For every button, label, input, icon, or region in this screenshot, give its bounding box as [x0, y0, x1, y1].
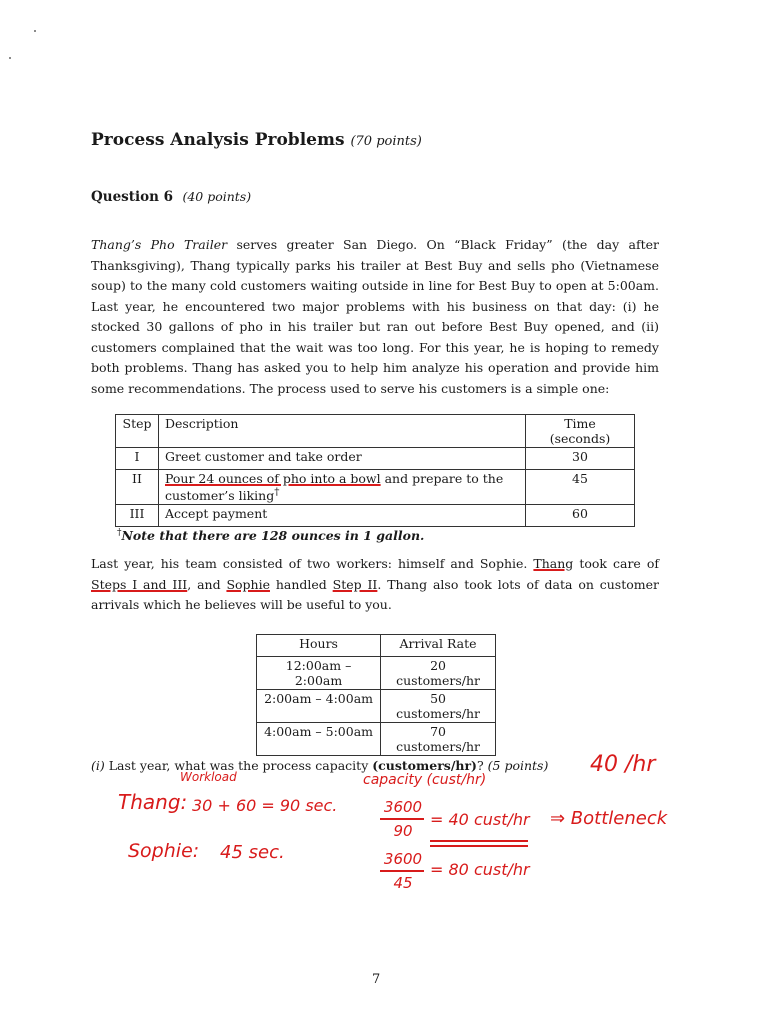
team-text: took care of	[573, 556, 659, 571]
rate-cell: 20 customers/hr	[381, 657, 496, 690]
handwritten-sophie-label: Sophie:	[128, 840, 200, 862]
underlined-text: Steps I and III	[91, 576, 188, 592]
table-header-row	[116, 415, 635, 448]
fraction-bar	[380, 870, 424, 872]
intro-text: serves greater San Diego. On “Black Friday” (the day after Thanksgiving), Thang typically parks his trailer at Best Buy and sells pho (Vietnamese soup) to the many cold customers waiting outside in line for Best Buy to open at 5:00am. Last year, he encountered two major problems with his business on that day: (i) he stocked 30 gallons of pho in his trailer but ran out before Best Buy opened, and (ii) customers complained that the wait was too long. For this year, he is hoping to remedy both problems. Thang has asked you to help him analyze his operation and provide him some recommendations. The process used to serve his customers is a simple one:	[91, 237, 659, 396]
time-cell: 30	[526, 448, 635, 470]
table-row	[116, 448, 635, 470]
column-header: Description	[159, 415, 526, 448]
table-row	[257, 690, 496, 723]
handwritten-thang-label: Thang:	[118, 790, 188, 814]
handwritten-fraction-denominator: 45	[393, 874, 413, 892]
footnote	[117, 528, 424, 543]
team-text: handled	[269, 576, 333, 592]
arrival-rate-table	[256, 634, 496, 756]
hours-cell: 2:00am – 4:00am	[257, 690, 381, 723]
section-title	[91, 130, 422, 150]
part-label: (i)	[91, 758, 105, 773]
part-points: (5 points)	[487, 758, 549, 773]
table-row	[116, 470, 635, 505]
table-header-row	[257, 635, 496, 657]
column-header: Hours	[257, 635, 381, 657]
underlined-text: Pour 24 ounces of pho into a bowl	[165, 471, 381, 486]
step-cell: I	[116, 448, 159, 470]
team-text: , and	[187, 576, 227, 592]
step-cell: II	[116, 470, 159, 505]
time-cell: 60	[526, 505, 635, 527]
question-label	[91, 189, 251, 205]
rate-cell: 50 customers/hr	[381, 690, 496, 723]
column-header: Time (seconds)	[526, 415, 635, 448]
handwritten-fraction-result: = 80 cust/hr	[430, 860, 530, 879]
team-text: Last year, his team consisted of two workers: himself and Sophie.	[91, 556, 534, 571]
question-points: (40 points)	[182, 189, 252, 204]
handwritten-fraction-result: = 40 cust/hr	[430, 810, 530, 829]
underlined-text: Sophie	[226, 576, 270, 592]
scan-speck	[34, 30, 36, 32]
scan-speck	[9, 57, 11, 59]
page-number: 7	[372, 972, 381, 987]
intro-paragraph	[91, 235, 659, 399]
section-title-points: (70 points)	[350, 134, 422, 149]
question-number: Question 6	[91, 189, 174, 205]
step-cell: III	[116, 505, 159, 527]
handwritten-thang-calc: 30 + 60 = 90 sec.	[192, 796, 338, 815]
section-title-text: Process Analysis Problems	[91, 130, 345, 150]
handwritten-answer: 40 /hr	[590, 752, 656, 777]
handwritten-fraction-numerator: 3600	[383, 798, 423, 816]
handwritten-workload-label: Workload	[180, 770, 237, 784]
handwritten-bottleneck: ⇒ Bottleneck	[550, 808, 668, 829]
part-bold: (customers/hr)	[372, 758, 477, 773]
hours-cell: 12:00am – 2:00am	[257, 657, 381, 690]
handwritten-fraction-denominator: 90	[393, 822, 413, 840]
hours-cell: 4:00am – 5:00am	[257, 723, 381, 756]
team-text: . Thang also took lots of data on customer arrivals which he believes will be useful to you.	[91, 576, 659, 612]
handwritten-fraction-numerator: 3600	[383, 850, 423, 868]
underlined-text: Step II	[332, 576, 378, 592]
team-paragraph	[91, 554, 659, 616]
table-row	[116, 505, 635, 527]
description-cell: Accept payment	[159, 505, 526, 527]
description-cell	[159, 470, 526, 505]
column-header: Step	[116, 415, 159, 448]
column-header: Arrival Rate	[381, 635, 496, 657]
time-cell: 45	[526, 470, 635, 505]
footnote-text: Note that there are 128 ounces in 1 gallon.	[121, 528, 425, 544]
business-name: Thang’s Pho Trailer	[91, 237, 228, 252]
fraction-bar	[380, 818, 424, 820]
table-row	[257, 657, 496, 690]
description-rest: and prepare to the customer’s liking	[165, 471, 504, 504]
handwritten-sophie-calc: 45 sec.	[220, 842, 285, 863]
part-i-question: (i) Last year, what was the process capacity (customers/hr)? (5 points)	[91, 758, 549, 773]
rate-cell: 70 customers/hr	[381, 723, 496, 756]
description-cell: Greet customer and take order	[159, 448, 526, 470]
part-text: Last year, what was the process capacity	[108, 758, 369, 773]
dagger-mark: †	[274, 486, 280, 498]
process-steps-table	[115, 414, 635, 527]
underlined-text: Thang	[533, 556, 574, 571]
double-underline	[430, 840, 528, 847]
footnote-dagger: †	[117, 528, 122, 538]
table-row	[257, 723, 496, 756]
handwritten-capacity-label: capacity (cust/hr)	[363, 772, 487, 788]
